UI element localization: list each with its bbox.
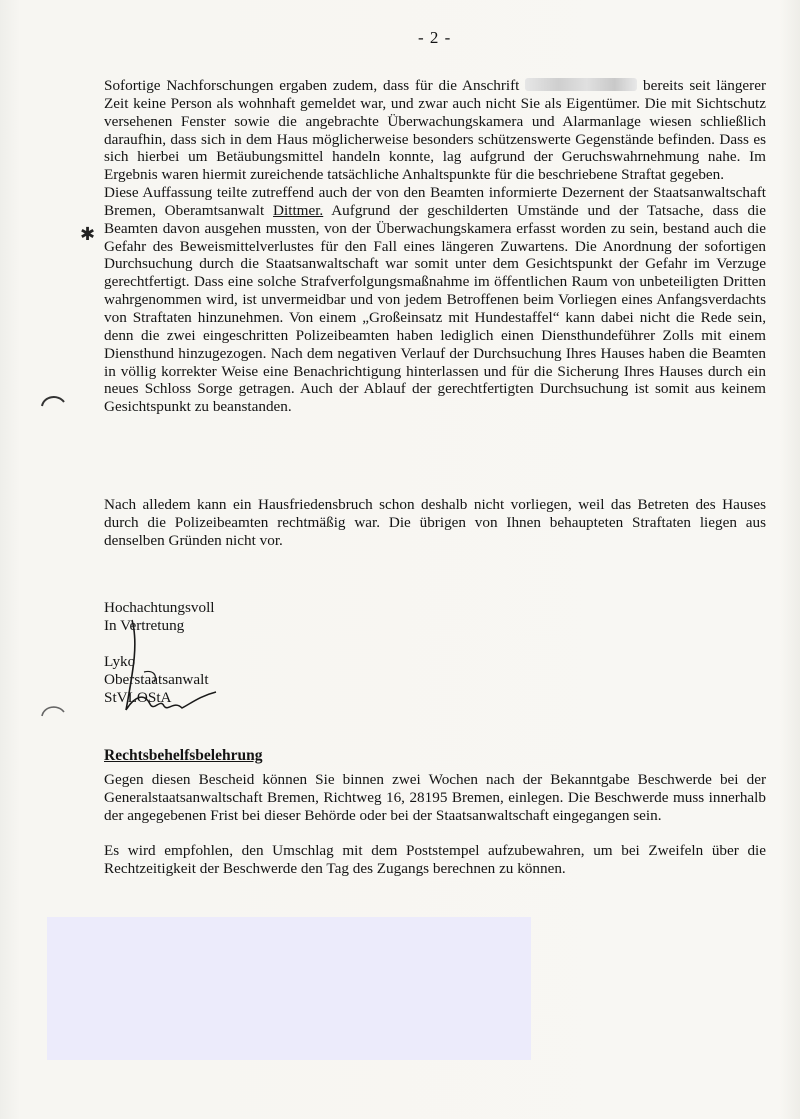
redacted-address [525,78,637,91]
handwritten-asterisk-icon: ✱ [80,224,96,244]
punch-hole-icon [40,702,66,718]
page-number: - 2 - [418,28,452,47]
paragraph-1-part-4: Aufgrund der geschilderten Umstände und der Tatsache, dass die Beamten davon ausgehen mussten, von der Überwachungskamera erfasst worden zu sein, bestand auch die Gefahr des Beweismittelverlustes für den Fall eines längeren Zuwartens. Die Anordnung der sofortigen Durchsuchung durch die Staatsanwaltschaft war somit unter dem Gesichtspunkt der Gefahr im Verzuge gerechtfertigt. Dass eine solche Strafverfolgungsmaßnahme im öffentlichen Raum von unbeteiligten Dritten wahrgenommen wird, ist unvermeidbar und von jedem Betroffenen beim Vorliegen eines Anfangsverdachts von Straftaten hinzunehmen. Von einem „Großeinsatz mit Hundestaffel“ kann dabei nicht die Rede sein, denn die zwei eingeschritten Polizeibeamten haben lediglich einen Diensthundeführer Zolls mit einem Diensthund hinzugezogen. Nach dem negativen Verlauf der Durchsuchung Ihres Hauses haben die Beamten in völlig korrekter Weise eine Benachrichtigung hinterlassen und für die Sicherung Ihres Hauses durch ein neues Schloss Sorge getragen. Auch der Ablauf der gerechtfertigten Durchsuchung ist somit aus keinem Gesichtspunkt zu beanstanden. [104,201,766,416]
legal-notice-text-2: Es wird empfohlen, den Umschlag mit dem Poststempel aufzubewahren, um bei Zweifeln über die Rechtzeitigkeit der Beschwerde den Tag des Zugangs berechnen zu können. [104,842,766,877]
prosecutor-name: Dittmer. [273,201,324,219]
body-paragraph-2 [104,496,766,550]
redaction-box [47,917,531,1060]
signer-name: Lyko [104,653,136,670]
signer-title: Oberstaatsanwalt [104,671,209,688]
closing-block [104,599,215,707]
paragraph-1-part-3: Diese Auffassung teilte zutreffend auch der von den Beamten informierte Dezernent der Staatsanwaltschaft Bremen, Oberamtsanwalt [104,184,766,219]
closing-greeting: Hochachtungsvoll [104,599,215,616]
legal-notice-text-1: Gegen diesen Bescheid können Sie binnen zwei Wochen nach der Bekanntgabe Beschwerde bei der Generalstaatsanwaltschaft Bremen, Richtweg 16, 28195 Bremen, einlegen. Die Beschwerde muss innerhalb der angegebenen Frist bei dieser Behörde oder bei der Staatsanwaltschaft eingegangen sein. [104,771,766,824]
legal-notice-paragraph-2 [104,842,766,878]
punch-hole-icon [40,392,66,408]
conclusion-text: Nach alledem kann ein Hausfriedensbruch schon deshalb nicht vorliegen, weil das Betreten des Hauses durch die Polizeibeamten rechtmäßig war. Die übrigen von Ihnen behaupteten Straftaten liegen aus denselben Gründen nicht vor. [104,496,766,549]
signer-abbreviation: StVLOStA [104,689,172,706]
paragraph-1-part-2: bereits seit längerer Zeit keine Person als wohnhaft gemeldet war, und zwar auch nicht Sie als Eigentümer. Die mit Sichtschutz versehenen Fenster sowie die angebrachte Überwachungskamera und Alarmanlage wiesen schließlich daraufhin, dass sich in dem Haus möglicherweise besonders schützenswerte Gegenstände befinden. Dass es sich hierbei um Betäubungsmittel handeln konnte, lag aufgrund der Geruchswahrnehmung nahe. Im Ergebnis waren hiermit zureichende tatsächliche Anhaltspunkte für die beschriebene Straftat gegeben. [104,77,767,184]
legal-notice-heading: Rechtsbehelfsbelehrung [104,747,263,764]
body-paragraph-1 [104,77,766,416]
paragraph-1-part-1: Sofortige Nachforschungen ergaben zudem, dass für die Anschrift [104,77,520,94]
legal-notice-paragraph-1 [104,771,766,825]
closing-representation: In Vertretung [104,617,185,634]
